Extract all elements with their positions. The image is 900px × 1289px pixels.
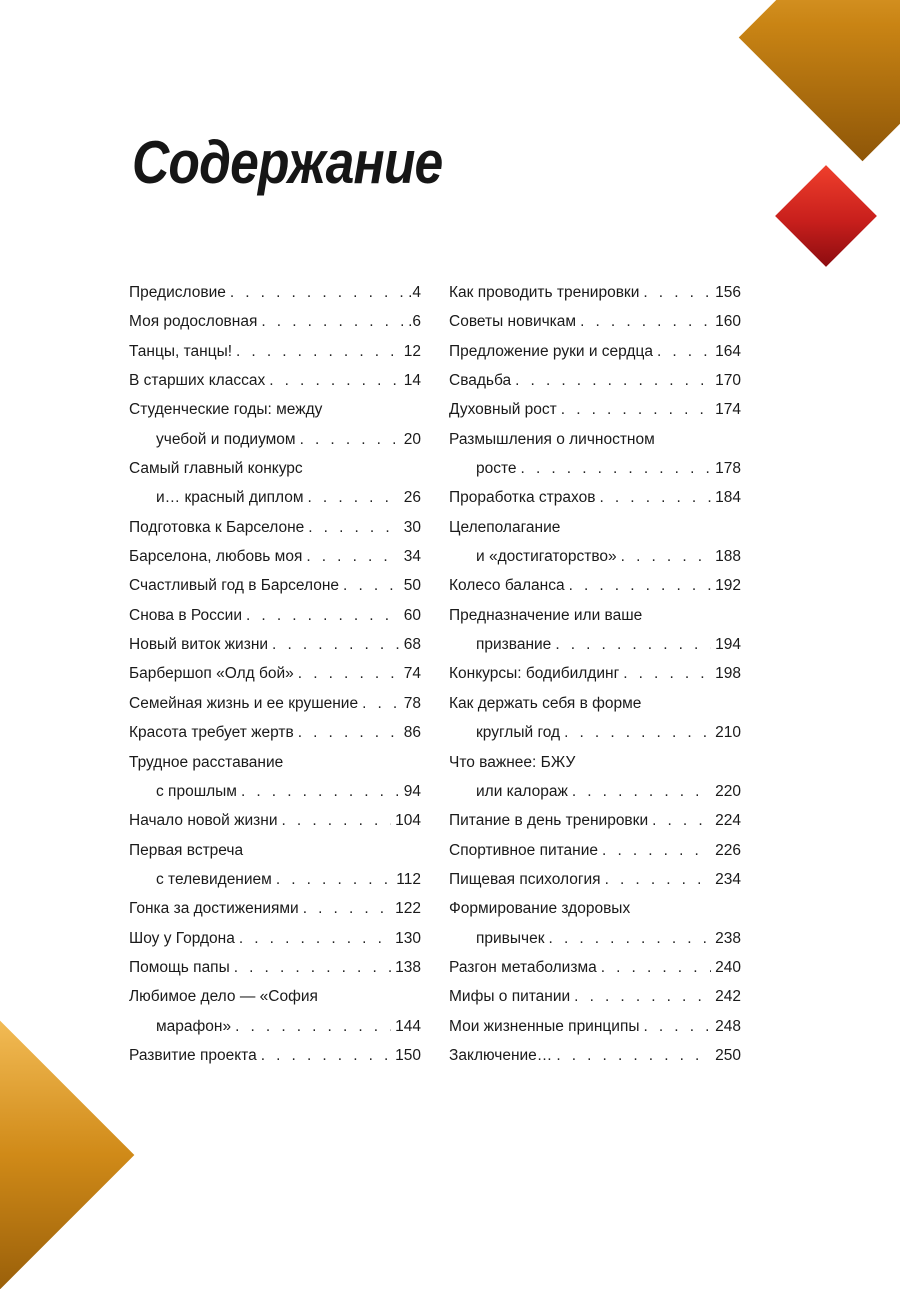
toc-entry-page: 188 [715,548,741,566]
toc-entry-title: круглый год [476,724,561,742]
toc-dot-leader [565,571,712,600]
toc-entry[interactable] [129,307,421,336]
toc-entry[interactable] [129,601,421,630]
toc-entry[interactable] [449,924,741,953]
toc-entry-page: 34 [403,548,421,566]
toc-entry-page: 178 [715,460,741,478]
toc-dot-leader [339,571,400,600]
toc-entry-title: Счастливый год в Барселоне [129,577,340,595]
toc-entry-title: Барбершоп «Олд бой» [129,665,294,683]
toc-dot-leader [358,689,400,718]
toc-entry-page: 156 [715,284,741,301]
toc-entry-page: 240 [715,958,741,976]
toc-entry[interactable] [449,953,741,982]
toc-entry[interactable] [449,542,741,571]
toc-entry[interactable] [449,278,741,307]
toc-dot-leader [619,659,711,688]
toc-dot-leader [304,483,400,512]
toc-entry-page: 164 [715,342,741,360]
toc-entry[interactable] [129,278,421,307]
toc-entry-title: или калораж [476,782,568,800]
toc-entry-title: Разгон метаболизма [449,958,597,976]
toc-entry-title: Первая встреча [129,841,244,859]
toc-entry[interactable] [129,1041,421,1070]
toc-dot-leader [268,630,400,659]
toc-entry-page: 170 [715,372,741,390]
toc-entry[interactable] [449,748,741,777]
toc-left-column [129,278,421,1070]
toc-entry[interactable] [449,659,741,688]
toc-entry-title: Мифы о питании [449,988,571,1006]
toc-entry-title: Шоу у Гордона [129,929,235,947]
toc-entry[interactable] [449,571,741,600]
toc-entry[interactable] [449,806,741,835]
toc-dot-leader [568,777,711,806]
toc-entry[interactable] [449,1012,741,1041]
toc-entry[interactable] [129,513,421,542]
toc-entry-page: 104 [395,812,421,830]
toc-dot-leader [597,953,711,982]
toc-dot-leader [235,924,391,953]
toc-entry[interactable] [449,307,741,336]
toc-entry[interactable] [129,542,421,571]
toc-entry-title: Духовный рост [449,401,557,419]
toc-entry[interactable] [449,601,741,630]
toc-entry[interactable] [129,924,421,953]
toc-entry-title: Советы новичкам [449,313,577,331]
toc-entry-title: Барселона, любовь моя [129,548,303,566]
toc-entry-page: 86 [403,724,421,742]
toc-entry-title: Свадьба [449,372,512,390]
toc-entry-page: 220 [715,782,741,800]
toc-entry-page: 112 [396,870,421,888]
toc-entry-page: .6 [408,313,421,331]
toc-entry-page: 12 [403,342,421,360]
toc-entry[interactable] [129,425,421,454]
toc-entry-page: 122 [395,900,421,918]
toc-entry-title: и «достигаторство» [476,548,617,566]
toc-entry-title: Семейная жизнь и ее крушение [129,694,359,712]
toc-dot-leader [551,630,711,659]
toc-entry[interactable] [449,337,741,366]
toc-entry-page: 174 [715,401,741,419]
toc-dot-leader [299,894,391,923]
toc-dot-leader [265,366,400,395]
toc-entry-title: Гонка за достижениями [129,900,299,918]
toc-dot-leader [294,659,400,688]
toc-entry[interactable] [449,1041,741,1070]
toc-entry-page: 184 [715,489,741,507]
toc-entry[interactable] [129,953,421,982]
toc-entry-page: .4 [408,284,421,301]
toc-entry[interactable] [129,366,421,395]
toc-entry-title: Колесо баланса [449,577,565,595]
toc-entry[interactable] [449,836,741,865]
toc-entry[interactable] [129,748,421,777]
toc-dot-leader [294,718,400,747]
gold-diamond-top-decoration [739,0,900,161]
toc-entry[interactable] [449,982,741,1011]
toc-entry-title: Любимое дело — «София [129,988,318,1006]
toc-entry-title: Питание в день тренировки [449,812,649,830]
toc-entry[interactable] [129,1012,421,1041]
toc-entry[interactable] [129,777,421,806]
toc-entry-page: 242 [715,988,741,1006]
toc-entry-title: и… красный диплом [156,489,304,507]
toc-entry-title: Танцы, танцы! [129,342,233,360]
toc-entry[interactable] [129,894,421,923]
toc-entry-title: Начало новой жизни [129,812,278,830]
toc-entry[interactable] [129,337,421,366]
toc-entry-page: 94 [403,782,421,800]
toc-entry-page: 30 [403,518,421,536]
toc-entry[interactable] [129,483,421,512]
toc-dot-leader [226,278,404,307]
toc-dot-leader [511,366,711,395]
toc-entry-title: привычек [476,929,545,947]
toc-entry-page: 198 [715,665,741,683]
toc-right-column [449,278,741,1070]
toc-entry-title: Конкурсы: бодибилдинг [449,665,620,683]
toc-entry[interactable] [129,689,421,718]
toc-dot-leader [617,542,711,571]
toc-entry-page: 138 [395,958,421,976]
toc-entry-page: 68 [403,636,421,654]
page-title: Содержание [132,129,443,196]
toc-entry[interactable] [449,454,741,483]
toc-entry-title: Новый виток жизни [129,636,269,654]
toc-entry[interactable] [449,630,741,659]
toc-entry-title: Пищевая психология [449,870,601,888]
toc-entry[interactable] [129,718,421,747]
toc-entry-page: 20 [403,430,421,448]
toc-entry-page: 210 [715,724,741,742]
toc-dot-leader [231,1012,391,1041]
toc-dot-leader [296,425,400,454]
toc-entry-title: Мои жизненные принципы [449,1017,640,1035]
toc-entry-title: Трудное расставание [129,753,284,771]
toc-entry[interactable] [129,630,421,659]
toc-entry-page: 224 [715,812,741,830]
toc-dot-leader [648,806,711,835]
toc-entry-title: росте [476,460,517,478]
toc-entry-page: 226 [715,841,741,859]
toc-entry-page: 26 [403,489,421,507]
toc-dot-leader [639,278,711,307]
toc-dot-leader [278,806,392,835]
toc-entry-page: 144 [395,1017,421,1035]
toc-entry-title: Предназначение или ваше [449,606,643,624]
toc-entry[interactable] [449,894,741,923]
toc-entry-title: Помощь папы [129,958,230,976]
toc-entry-title: Предложение руки и сердца [449,342,653,360]
toc-dot-leader [653,337,711,366]
toc-entry-page: 78 [403,694,421,712]
toc-entry-title: Студенческие годы: между [129,401,323,419]
toc-dot-leader [257,307,404,336]
toc-entry-title: Формирование здоровых [449,900,631,918]
toc-entry[interactable] [449,689,741,718]
toc-entry-title: Как держать себя в форме [449,694,642,712]
toc-dot-leader [517,454,712,483]
toc-entry-page: 14 [403,372,421,390]
toc-dot-leader [560,718,711,747]
toc-dot-leader [570,982,711,1011]
toc-entry[interactable] [129,982,421,1011]
toc-entry-title: Красота требует жертв [129,724,294,742]
toc-entry-page: 130 [395,929,421,947]
toc-entry-page: 250 [715,1046,741,1064]
toc-entry-page: 50 [403,577,421,595]
toc-entry-title: марафон» [156,1017,232,1035]
toc-entry[interactable] [129,806,421,835]
toc-entry-title: Спортивное питание [449,841,599,859]
toc-entry[interactable] [449,483,741,512]
toc-entry-page: 194 [715,636,741,654]
toc-entry[interactable] [449,777,741,806]
toc-entry-title: учебой и подиумом [156,430,296,448]
toc-entry-title: Проработка страхов [449,489,596,507]
toc-entry[interactable] [129,454,421,483]
toc-dot-leader [576,307,711,336]
toc-entry-page: 160 [715,313,741,331]
toc-dot-leader [257,1041,391,1070]
toc-dot-leader [272,865,392,894]
toc-entry-title: В старших классах [129,372,266,390]
toc-entry[interactable] [449,865,741,894]
toc-entry-title: Заключение… [449,1046,553,1064]
toc-entry-page: 74 [403,665,421,683]
toc-entry-title: Предисловие [129,284,226,301]
toc-entry-page: 150 [395,1046,421,1064]
toc-entry-page: 60 [403,606,421,624]
toc-entry[interactable] [129,659,421,688]
toc-entry[interactable] [449,395,741,424]
toc-entry[interactable] [449,513,741,542]
toc-entry-title: с телевидением [156,870,272,888]
toc-entry-title: Размышления о личностном [449,430,655,448]
toc-dot-leader [242,601,400,630]
red-diamond-decoration [775,165,877,267]
toc-entry-title: Целеполагание [449,518,561,536]
toc-entry-page: 234 [715,870,741,888]
toc-entry[interactable] [129,571,421,600]
toc-entry[interactable] [449,425,741,454]
toc-entry-title: Моя родословная [129,313,258,331]
toc-dot-leader [595,483,711,512]
toc-entry-title: Самый главный конкурс [129,460,303,478]
toc-entry-title: Подготовка к Барселоне [129,518,305,536]
toc-dot-leader [639,1012,711,1041]
toc-entry[interactable] [449,718,741,747]
toc-dot-leader [552,1041,711,1070]
toc-dot-leader [232,337,400,366]
toc-entry-page: 248 [715,1017,741,1035]
toc-entry-title: Что важнее: БЖУ [449,753,576,771]
toc-entry[interactable] [129,865,421,894]
toc-entry[interactable] [129,836,421,865]
toc-dot-leader [545,924,712,953]
toc-dot-leader [237,777,400,806]
toc-entry-title: Как проводить тренировки [449,284,640,301]
toc-entry-title: призвание [476,636,552,654]
toc-entry[interactable] [449,366,741,395]
toc-dot-leader [302,542,399,571]
toc-dot-leader [601,865,712,894]
toc-entry-title: Снова в России [129,606,242,624]
toc-entry-title: с прошлым [156,782,237,800]
toc-entry-page: 192 [715,577,741,595]
toc-entry-page: 238 [715,929,741,947]
toc-entry-title: Развитие проекта [129,1046,257,1064]
toc-dot-leader [557,395,711,424]
toc-dot-leader [230,953,391,982]
gold-diamond-bottom-decoration [0,1021,134,1289]
toc-dot-leader [598,836,711,865]
toc-entry[interactable] [129,395,421,424]
toc-dot-leader [304,513,399,542]
